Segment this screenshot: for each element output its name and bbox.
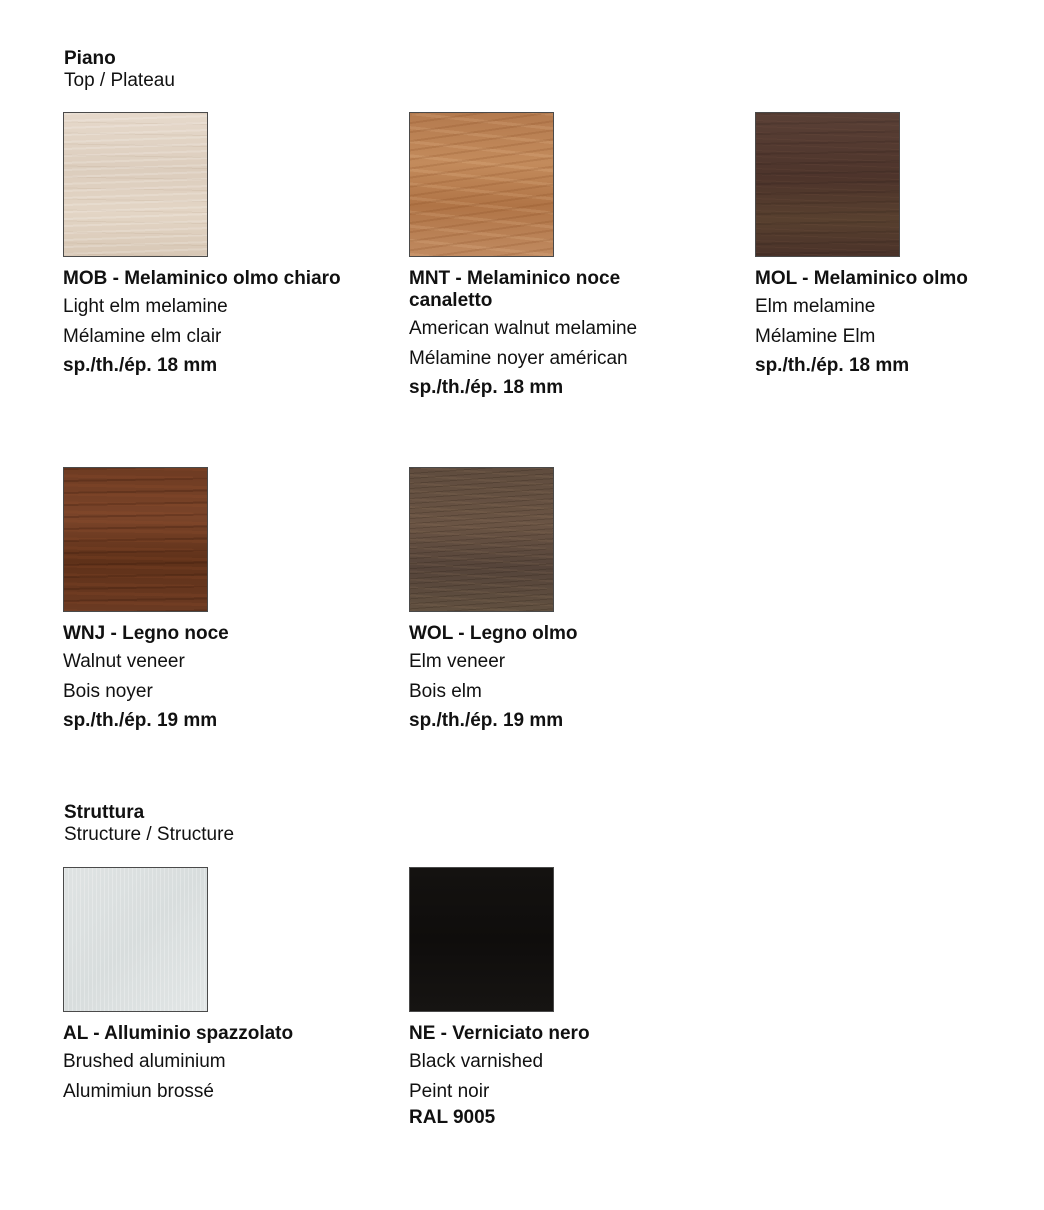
- finish-thickness: sp./th./ép. 19 mm: [63, 710, 218, 731]
- finish-item-ne: [409, 867, 689, 1129]
- finish-name-en: Walnut veneer: [63, 651, 185, 672]
- finish-swatch-american-walnut: [409, 112, 554, 257]
- finish-ral-code: RAL 9005: [409, 1107, 496, 1128]
- finish-name-fr: Mélamine elm clair: [63, 326, 222, 347]
- section-subtitle: Top / Plateau: [64, 70, 175, 91]
- finish-name-fr: Bois elm: [409, 681, 482, 702]
- finish-name-en: Elm veneer: [409, 651, 506, 672]
- finish-swatch-black-varnished: [409, 867, 554, 1012]
- finish-code: MOB - Melaminico olmo chiaro: [63, 268, 341, 289]
- finish-item-mol: [755, 112, 1025, 380]
- finish-swatch-walnut-veneer: [63, 467, 208, 612]
- finish-swatch-elm-veneer: [409, 467, 554, 612]
- finish-name-en: American walnut melamine: [409, 318, 638, 339]
- finish-name-fr: Alumimiun brossé: [63, 1081, 214, 1102]
- finish-thickness: sp./th./ép. 19 mm: [409, 710, 564, 731]
- finish-item-wnj: [63, 467, 343, 735]
- finish-item-wol: [409, 467, 689, 735]
- section-header-top: [64, 48, 175, 92]
- finish-swatch-brushed-aluminium: [63, 867, 208, 1012]
- section-subtitle: Structure / Structure: [64, 824, 235, 845]
- finish-name-en: Brushed aluminium: [63, 1051, 226, 1072]
- finish-name-en: Black varnished: [409, 1051, 544, 1072]
- finish-name-fr: Mélamine Elm: [755, 326, 876, 347]
- finish-item-mnt: [409, 112, 689, 402]
- finish-code: WOL - Legno olmo: [409, 623, 578, 644]
- finish-code: MNT - Melaminico noce canaletto: [409, 268, 621, 311]
- section-title: Piano: [64, 48, 116, 69]
- finish-swatch-elm: [755, 112, 900, 257]
- finish-thickness: sp./th./ép. 18 mm: [755, 355, 910, 376]
- finish-name-fr: Peint noir: [409, 1081, 490, 1102]
- finish-item-mob: [63, 112, 343, 380]
- finish-name-en: Elm melamine: [755, 296, 876, 317]
- finish-thickness: sp./th./ép. 18 mm: [63, 355, 218, 376]
- finish-swatch-light-elm: [63, 112, 208, 257]
- finish-item-al: [63, 867, 343, 1107]
- finish-code: AL - Alluminio spazzolato: [63, 1023, 294, 1044]
- finish-name-fr: Mélamine noyer américan: [409, 348, 628, 369]
- section-header-structure: [64, 802, 234, 846]
- finish-name-fr: Bois noyer: [63, 681, 153, 702]
- finish-code: NE - Verniciato nero: [409, 1023, 590, 1044]
- finish-name-en: Light elm melamine: [63, 296, 228, 317]
- finish-code: MOL - Melaminico olmo: [755, 268, 968, 289]
- finish-thickness: sp./th./ép. 18 mm: [409, 377, 564, 398]
- section-title: Struttura: [64, 802, 145, 823]
- finish-code: WNJ - Legno noce: [63, 623, 229, 644]
